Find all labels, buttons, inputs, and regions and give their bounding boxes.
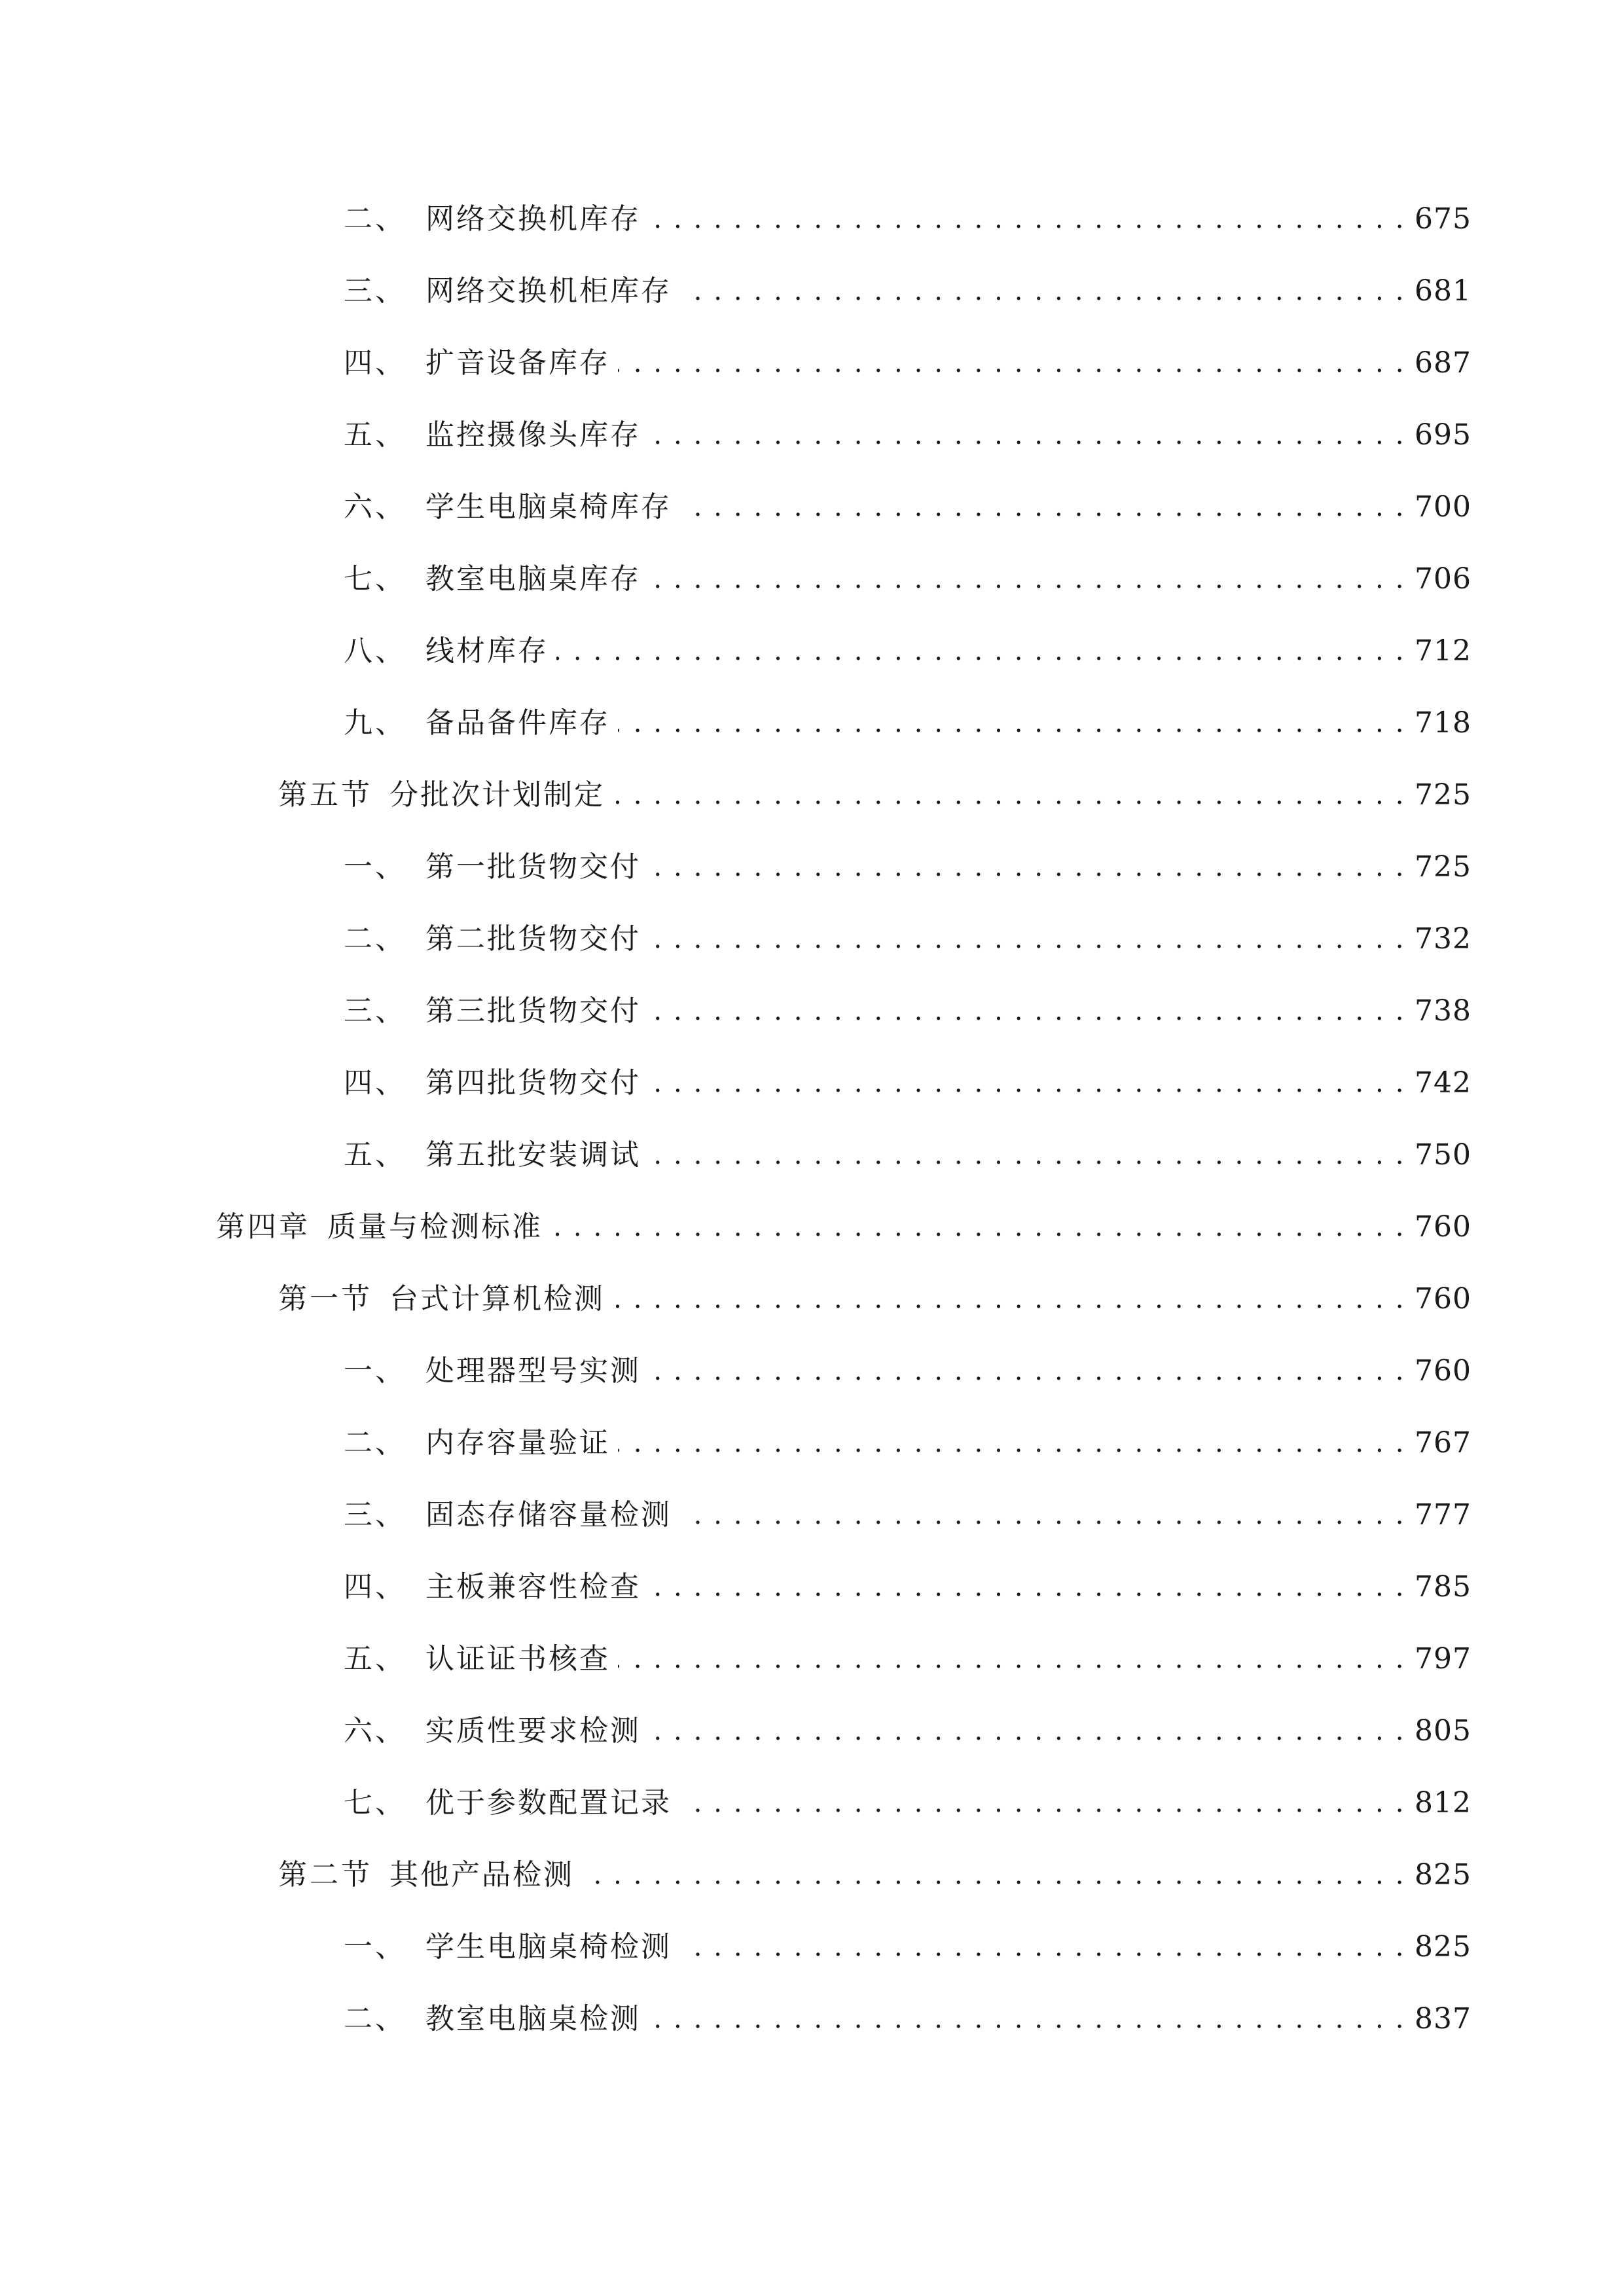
toc-entry-title: 第五批安装调试 <box>425 1138 641 1172</box>
toc-dot-leader <box>556 625 1405 677</box>
toc-entry[interactable] <box>0 193 1624 245</box>
toc-entry[interactable] <box>0 1129 1624 1181</box>
toc-page-number: 767 <box>1415 1426 1471 1460</box>
toc-entry-number: 一、 <box>344 1930 406 1964</box>
toc-entry-number: 二、 <box>344 2002 406 2036</box>
toc-dot-leader <box>649 985 1405 1037</box>
toc-entry[interactable] <box>0 1849 1624 1901</box>
toc-entry-title: 处理器型号实测 <box>425 1354 641 1388</box>
toc-entry-title: 分批次计划制定 <box>389 778 605 812</box>
toc-entry[interactable] <box>0 1777 1624 1829</box>
toc-page-number: 837 <box>1415 2002 1471 2036</box>
toc-dot-leader <box>649 1705 1405 1757</box>
toc-dot-leader <box>649 409 1405 461</box>
toc-page-number: 675 <box>1415 202 1471 236</box>
toc-entry-title: 教室电脑桌检测 <box>425 2002 641 2036</box>
toc-entry-title: 固态存储容量检测 <box>425 1498 672 1532</box>
toc-dot-leader <box>649 1561 1405 1613</box>
toc-entry-content <box>344 1561 1471 1613</box>
toc-entry-number: 七、 <box>344 1786 406 1820</box>
toc-page-number: 700 <box>1415 490 1471 524</box>
toc-page-number: 797 <box>1415 1642 1471 1676</box>
toc-entry[interactable] <box>0 337 1624 389</box>
toc-entry-content <box>344 1633 1471 1685</box>
toc-entry[interactable] <box>0 1273 1624 1325</box>
toc-entry-title: 其他产品检测 <box>389 1858 574 1892</box>
toc-entry-title: 学生电脑桌椅库存 <box>425 490 672 524</box>
toc-entry-content <box>344 1489 1471 1541</box>
toc-dot-leader <box>618 697 1405 749</box>
toc-entry-title: 扩音设备库存 <box>425 346 610 380</box>
toc-entry-content <box>344 1993 1471 2045</box>
toc-entry-title: 内存容量验证 <box>425 1426 610 1460</box>
toc-entry-number: 第一节 <box>278 1282 372 1316</box>
toc-entry-number: 四、 <box>344 346 406 380</box>
toc-entry-number: 九、 <box>344 706 406 740</box>
toc-entry-title: 实质性要求检测 <box>425 1714 641 1748</box>
toc-entry[interactable] <box>0 409 1624 461</box>
toc-entry[interactable] <box>0 841 1624 893</box>
toc-entry-title: 第二批货物交付 <box>425 922 641 956</box>
toc-entry-content <box>344 193 1471 245</box>
toc-entry-content <box>344 1417 1471 1469</box>
toc-page-number: 738 <box>1415 994 1471 1028</box>
toc-entry-content <box>344 265 1471 317</box>
toc-dot-leader <box>649 913 1405 965</box>
toc-entry[interactable] <box>0 1561 1624 1613</box>
toc-entry-number: 二、 <box>344 922 406 956</box>
toc-entry-content <box>344 553 1471 605</box>
toc-entry-number: 五、 <box>344 418 406 452</box>
toc-entry-content <box>344 337 1471 389</box>
toc-entry-title: 优于参数配置记录 <box>425 1786 672 1820</box>
toc-entry[interactable] <box>0 913 1624 965</box>
toc-dot-leader <box>618 1417 1405 1469</box>
toc-entry-title: 台式计算机检测 <box>389 1282 605 1316</box>
toc-page-number: 732 <box>1415 922 1471 956</box>
toc-entry-content <box>344 913 1471 965</box>
toc-page-number: 687 <box>1415 346 1471 380</box>
toc-entry-content <box>278 769 1471 821</box>
toc-dot-leader <box>649 1993 1405 2045</box>
toc-dot-leader <box>613 769 1405 821</box>
toc-dot-leader <box>679 1777 1405 1829</box>
toc-dot-leader <box>618 1633 1405 1685</box>
toc-entry[interactable] <box>0 1705 1624 1757</box>
toc-page-number: 805 <box>1415 1714 1471 1748</box>
toc-entry[interactable] <box>0 697 1624 749</box>
toc-dot-leader <box>679 265 1405 317</box>
toc-entry-number: 六、 <box>344 490 406 524</box>
toc-entry[interactable] <box>0 1345 1624 1397</box>
toc-dot-leader <box>613 1273 1405 1325</box>
toc-page-number: 825 <box>1415 1858 1471 1892</box>
toc-page-number: 777 <box>1415 1498 1471 1532</box>
toc-page-number: 725 <box>1415 850 1471 884</box>
toc-entry[interactable] <box>0 1201 1624 1253</box>
toc-dot-leader <box>679 1489 1405 1541</box>
toc-entry-title: 主板兼容性检查 <box>425 1570 641 1604</box>
toc-entry-number: 六、 <box>344 1714 406 1748</box>
toc-entry-title: 第一批货物交付 <box>425 850 641 884</box>
toc-entry-content <box>344 481 1471 533</box>
toc-entry-number: 第二节 <box>278 1858 372 1892</box>
toc-entry-content <box>344 625 1471 677</box>
toc-dot-leader <box>679 1921 1405 1973</box>
toc-entry-number: 八、 <box>344 634 406 668</box>
toc-entry-title: 备品备件库存 <box>425 706 610 740</box>
toc-entry[interactable] <box>0 1633 1624 1685</box>
toc-entry[interactable] <box>0 1921 1624 1973</box>
toc-entry-number: 第四章 <box>216 1210 310 1244</box>
toc-entry-number: 一、 <box>344 850 406 884</box>
toc-entry-content <box>344 697 1471 749</box>
toc-dot-leader <box>679 481 1405 533</box>
toc-entry-title: 教室电脑桌库存 <box>425 562 641 596</box>
toc-entry-number: 二、 <box>344 202 406 236</box>
toc-entry-number: 四、 <box>344 1570 406 1604</box>
toc-entry-number: 五、 <box>344 1642 406 1676</box>
toc-entry[interactable] <box>0 1489 1624 1541</box>
toc-entry-content <box>344 841 1471 893</box>
toc-entry-title: 第四批货物交付 <box>425 1066 641 1100</box>
toc-entry-content <box>216 1201 1471 1253</box>
toc-entry-content <box>344 1057 1471 1109</box>
toc-page-number: 760 <box>1415 1282 1471 1316</box>
toc-dot-leader <box>649 1345 1405 1397</box>
toc-entry[interactable] <box>0 553 1624 605</box>
toc-page-number: 812 <box>1415 1786 1471 1820</box>
toc-entry-title: 网络交换机库存 <box>425 202 641 236</box>
toc-entry[interactable] <box>0 1993 1624 2045</box>
toc-entry-title: 质量与检测标准 <box>327 1210 543 1244</box>
toc-entry-title: 网络交换机柜库存 <box>425 274 672 308</box>
toc-dot-leader <box>649 553 1405 605</box>
toc-entry-number: 四、 <box>344 1066 406 1100</box>
toc-page-number: 742 <box>1415 1066 1471 1100</box>
toc-entry[interactable] <box>0 985 1624 1037</box>
toc-entry-title: 第三批货物交付 <box>425 994 641 1028</box>
toc-dot-leader <box>618 337 1405 389</box>
toc-dot-leader <box>649 1057 1405 1109</box>
toc-entry-title: 监控摄像头库存 <box>425 418 641 452</box>
toc-entry-content <box>344 409 1471 461</box>
toc-entry-title: 学生电脑桌椅检测 <box>425 1930 672 1964</box>
toc-dot-leader <box>550 1201 1405 1253</box>
toc-entry-number: 三、 <box>344 994 406 1028</box>
toc-entry-content <box>344 1345 1471 1397</box>
toc-page-number: 681 <box>1415 274 1471 308</box>
toc-entry-content <box>344 1129 1471 1181</box>
toc-entry-number: 一、 <box>344 1354 406 1388</box>
toc-entry[interactable] <box>0 481 1624 533</box>
toc-dot-leader <box>649 1129 1405 1181</box>
toc-page-number: 718 <box>1415 706 1471 740</box>
toc-entry-number: 三、 <box>344 274 406 308</box>
toc-entry-number: 二、 <box>344 1426 406 1460</box>
toc-page-number: 725 <box>1415 778 1471 812</box>
toc-entry[interactable] <box>0 265 1624 317</box>
toc-page-number: 760 <box>1415 1210 1471 1244</box>
toc-entry-title: 认证证书核查 <box>425 1642 610 1676</box>
toc-entry-content <box>278 1849 1471 1901</box>
toc-page-number: 750 <box>1415 1138 1471 1172</box>
toc-entry[interactable] <box>0 1417 1624 1469</box>
toc-entry-content <box>344 1777 1471 1829</box>
toc-dot-leader <box>649 841 1405 893</box>
toc-entry-number: 五、 <box>344 1138 406 1172</box>
toc-entry-content <box>344 1921 1471 1973</box>
toc-entry-content <box>344 985 1471 1037</box>
toc-page-number: 760 <box>1415 1354 1471 1388</box>
toc-page-number: 712 <box>1415 634 1471 668</box>
toc-entry[interactable] <box>0 1057 1624 1109</box>
toc-page-number: 825 <box>1415 1930 1471 1964</box>
toc-entry-content <box>278 1273 1471 1325</box>
toc-page-number: 785 <box>1415 1570 1471 1604</box>
toc-entry-title: 线材库存 <box>425 634 549 668</box>
toc-entry-number: 七、 <box>344 562 406 596</box>
toc-page-number: 695 <box>1415 418 1471 452</box>
toc-entry[interactable] <box>0 769 1624 821</box>
toc-page-number: 706 <box>1415 562 1471 596</box>
toc-dot-leader <box>649 193 1405 245</box>
toc-dot-leader <box>582 1849 1405 1901</box>
toc-entry-content <box>344 1705 1471 1757</box>
toc-entry[interactable] <box>0 625 1624 677</box>
toc-entry-number: 第五节 <box>278 778 372 812</box>
toc-entry-number: 三、 <box>344 1498 406 1532</box>
